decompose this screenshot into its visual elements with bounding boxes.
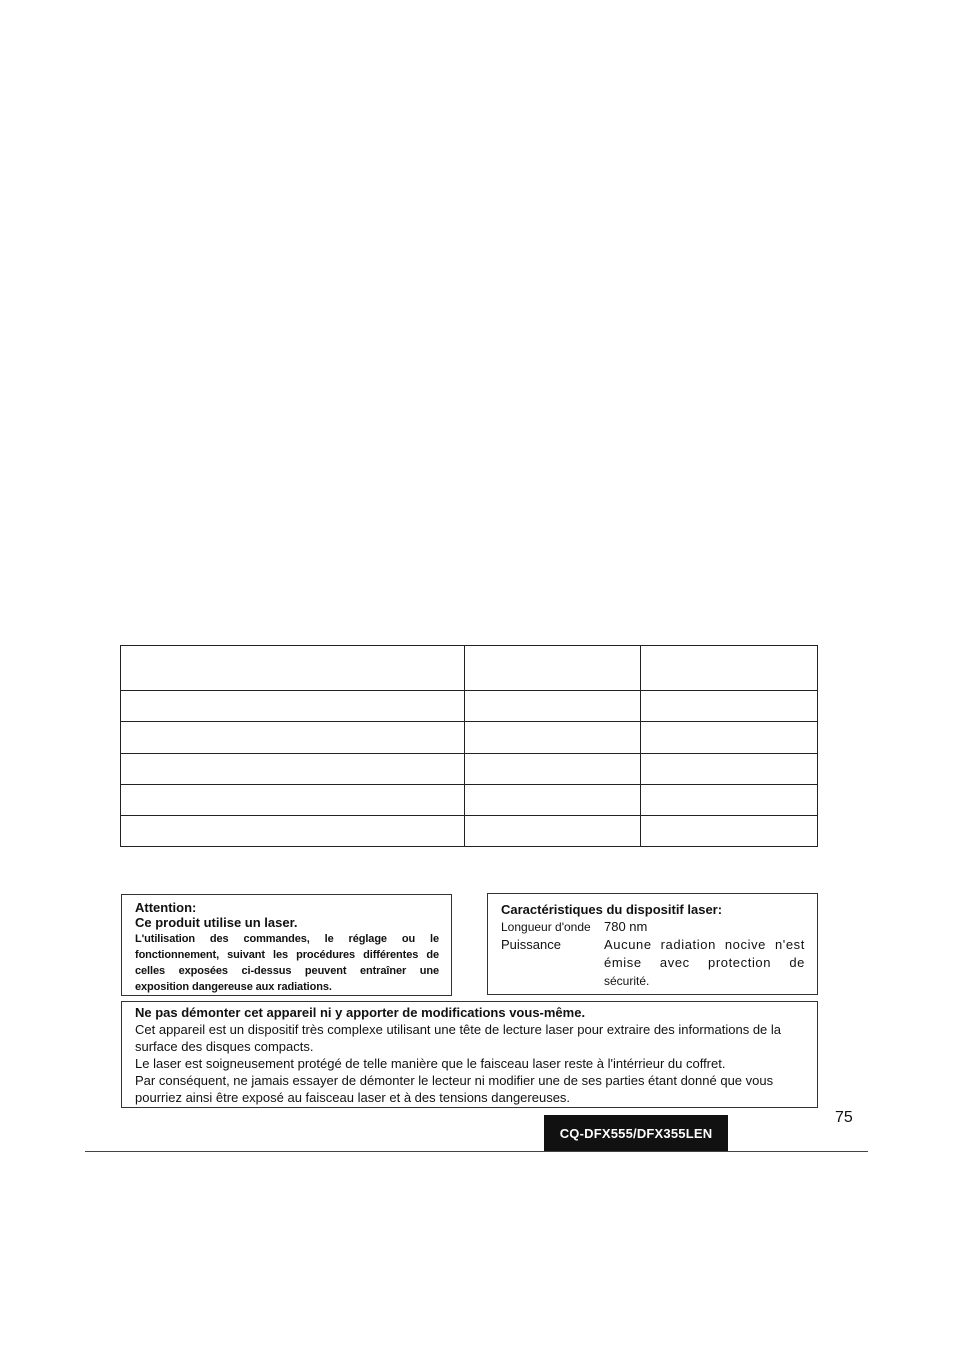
power-value bbox=[604, 936, 805, 990]
attention-title: Attention: bbox=[135, 900, 197, 915]
warning-paragraph-3: Par conséquent, ne jamais essayer de démonter le lecteur ni modifier une de ses parties étant donné que vous pourriez ainsi être exposé au faisceau laser et à des tensions dangereuses. bbox=[135, 1073, 774, 1105]
empty-grid-table bbox=[120, 645, 818, 847]
warning-paragraph-2: Le laser est soigneusement protégé de telle manière que le faisceau laser reste à l'intérrieur du coffret. bbox=[135, 1056, 726, 1071]
power-label: Puissance bbox=[501, 937, 561, 952]
wavelength-row bbox=[501, 918, 805, 936]
attention-subtitle: Ce produit utilise un laser. bbox=[135, 915, 298, 930]
footer-rule bbox=[85, 1151, 868, 1152]
attention-body: L'utilisation des commandes, le réglage ou le fonctionnement, suivant les procédures différentes de celles exposées ci-dessus peuvent entraîner une exposition dangereuse aux radiations. bbox=[135, 933, 439, 993]
laser-specs-box bbox=[487, 893, 818, 995]
power-value-tail: sécurité. bbox=[604, 974, 650, 988]
attention-box bbox=[121, 894, 452, 996]
table-header-row bbox=[121, 646, 818, 691]
model-badge: CQ-DFX555/DFX355LEN bbox=[544, 1115, 728, 1152]
warning-title: Ne pas démonter cet appareil ni y apporter de modifications vous-même. bbox=[135, 1005, 586, 1020]
warning-box bbox=[121, 1001, 818, 1108]
table-row bbox=[121, 691, 818, 722]
power-value-main: Aucune radiation nocive n'est émise avec protection de bbox=[604, 937, 805, 970]
wavelength-label: Longueur d'onde bbox=[501, 920, 591, 934]
wavelength-value: 780 nm bbox=[604, 919, 648, 934]
table-row bbox=[121, 753, 818, 784]
power-row bbox=[501, 936, 805, 990]
page-number: 75 bbox=[835, 1109, 853, 1126]
warning-paragraph-1: Cet appareil est un dispositif très complexe utilisant une tête de lecture laser pour extraire des informations de la surface des disques compacts. bbox=[135, 1022, 782, 1054]
laser-specs-title: Caractéristiques du dispositif laser: bbox=[501, 902, 723, 917]
table-row bbox=[121, 722, 818, 753]
table-row bbox=[121, 815, 818, 846]
table-row bbox=[121, 784, 818, 815]
